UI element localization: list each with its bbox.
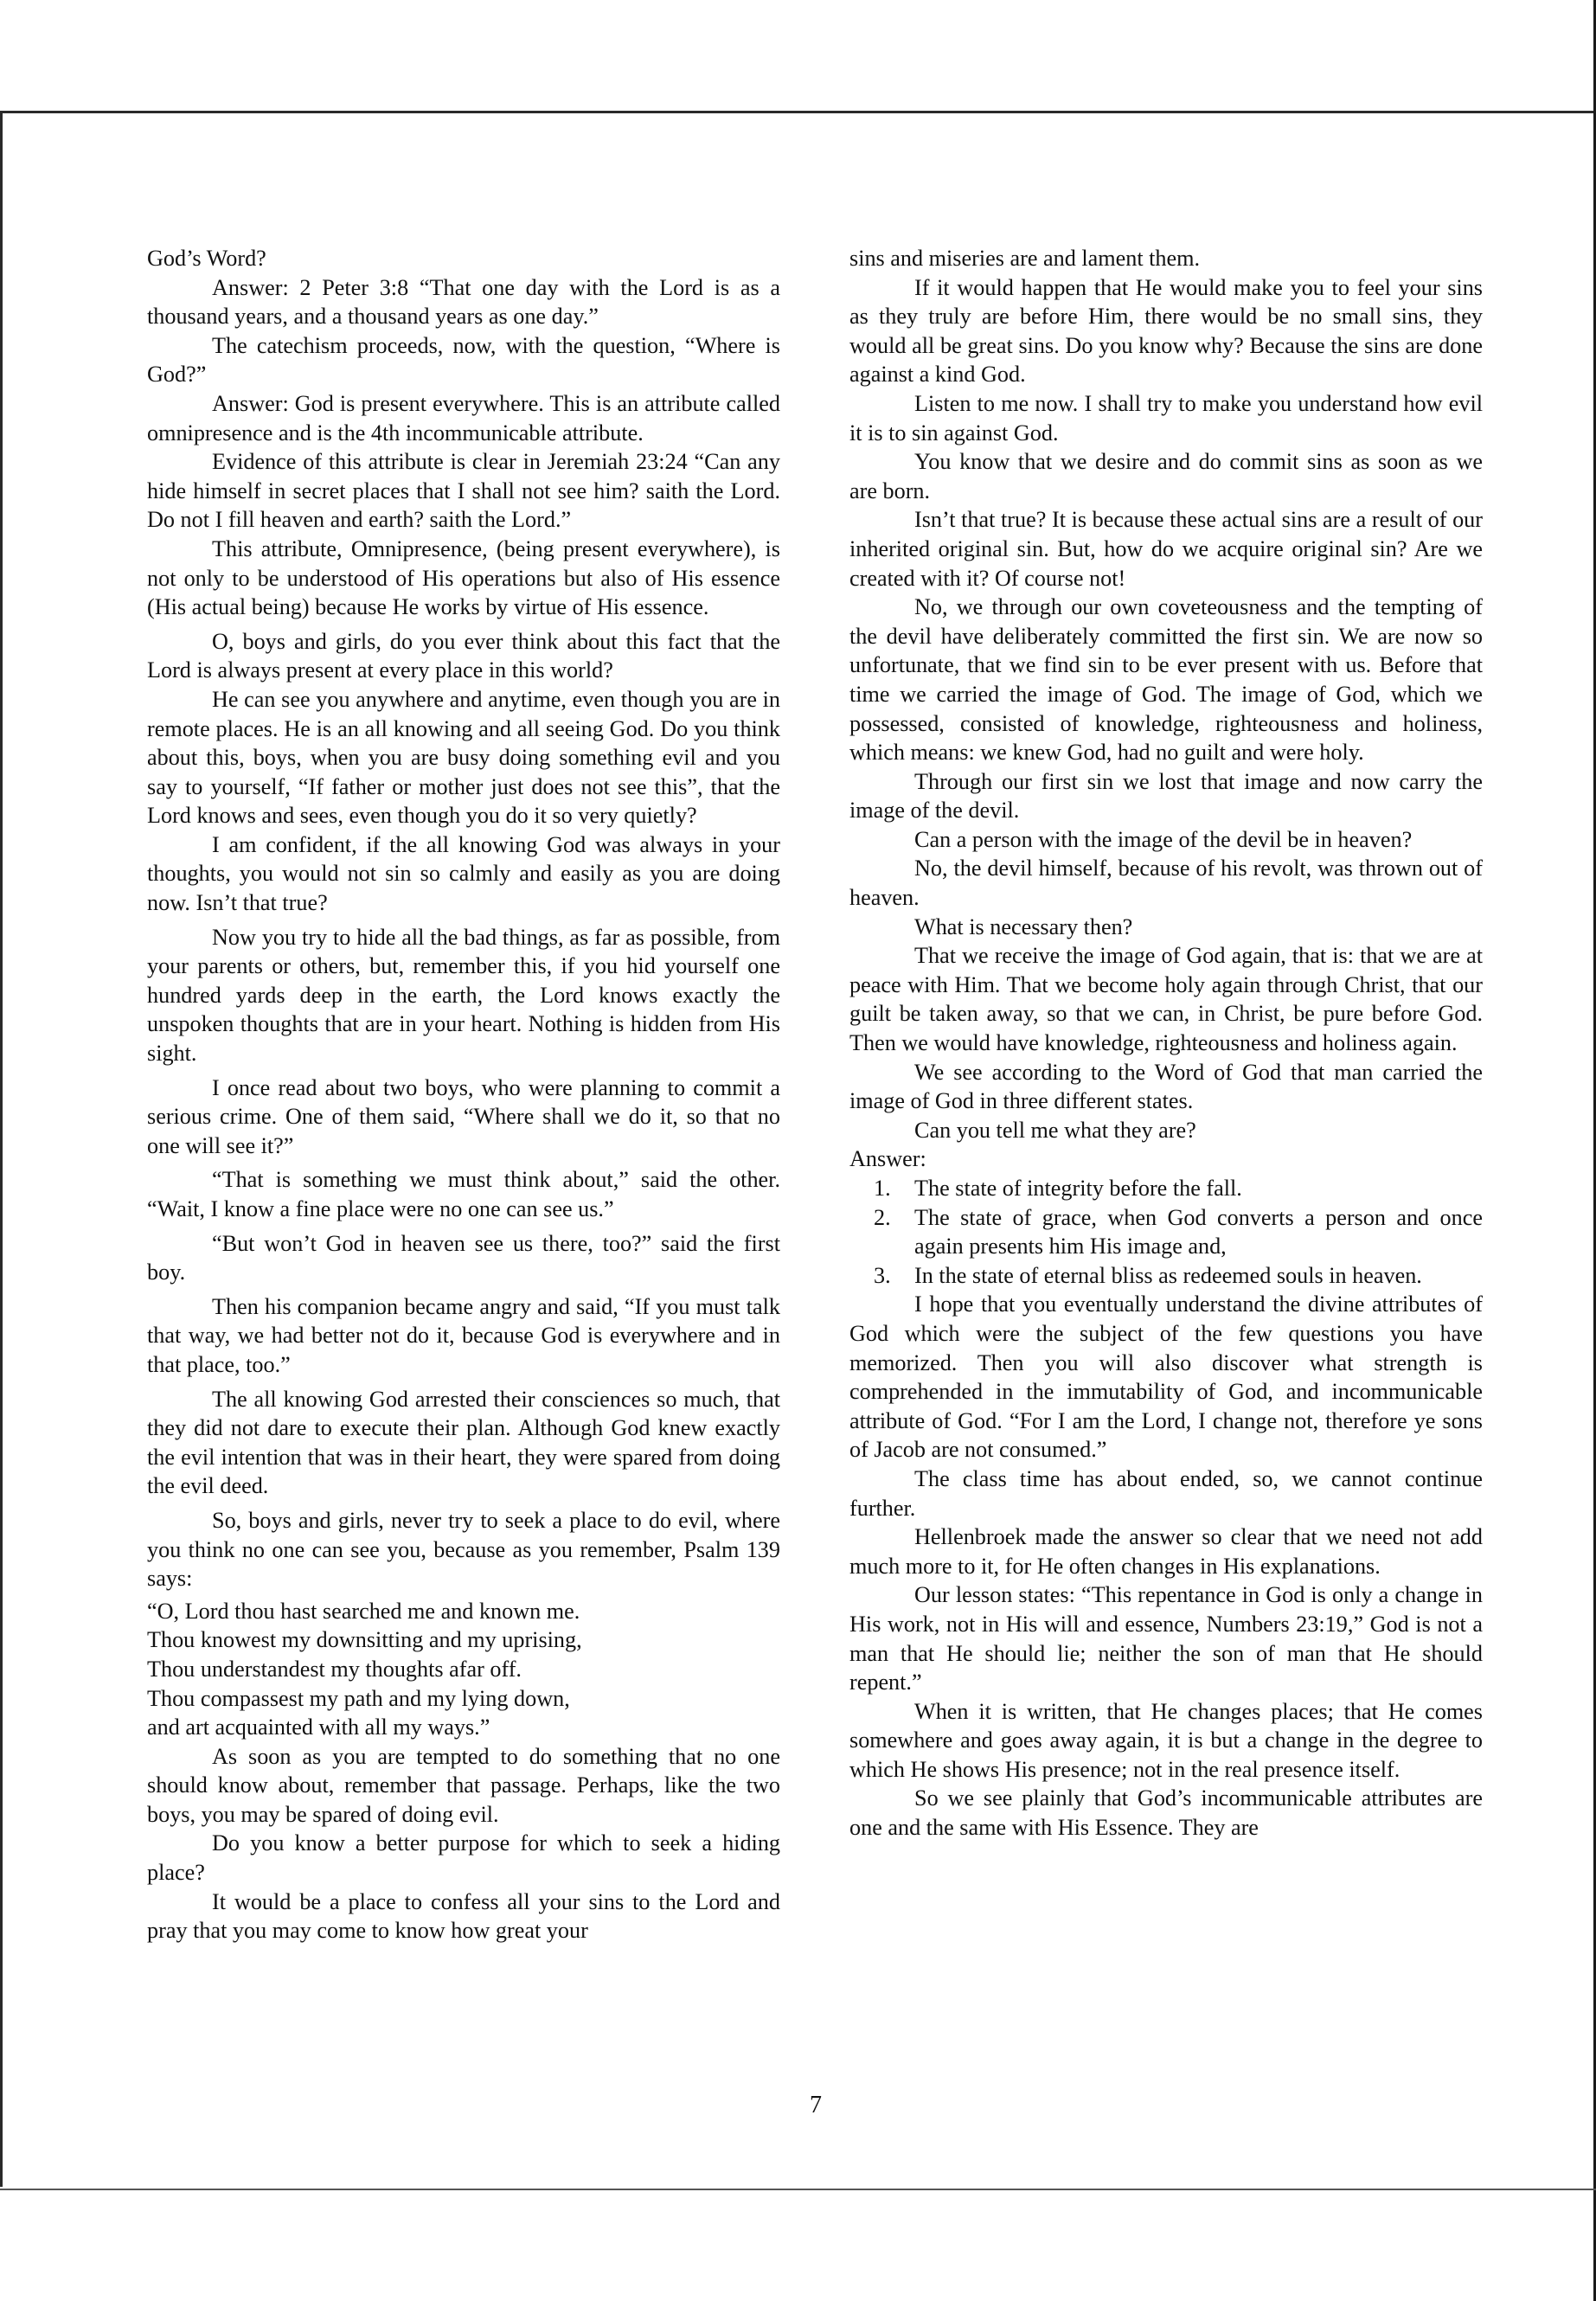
paragraph: I hope that you eventually understand the divine attributes of God which were the subject of the few questions you have memorized. Then you will also discover what strength is comprehended in the immutability of God, and incommunicable attribute of God. “For I am the Lord, I change not, therefore ye sons of Jacob are not consumed.” bbox=[849, 1292, 1483, 1463]
list-number: 3. bbox=[874, 1262, 891, 1288]
paragraph: Answer: God is present everywhere. This is an attribute called omnipresence and is the 4th incommunicable attribute. bbox=[147, 390, 780, 445]
left-column bbox=[147, 244, 780, 1945]
paragraph: The all knowing God arrested their consciences so much, that they did not dare to execute their plan. Although God knew exactly the evil intention that was in their heart, they were spared from doing the evil deed. bbox=[147, 1386, 780, 1499]
page-number: 7 bbox=[810, 2092, 822, 2118]
paragraph: We see according to the Word of God that man carried the image of God in three different states. bbox=[849, 1059, 1483, 1114]
list-item bbox=[849, 1203, 1483, 1261]
scan-border-top bbox=[0, 111, 1596, 113]
paragraph: O, boys and girls, do you ever think about this fact that the Lord is always present at every place in this world? bbox=[147, 628, 780, 683]
verse-line: “O, Lord thou hast searched me and known me. bbox=[147, 1598, 580, 1624]
scan-border-bottom bbox=[0, 2189, 1596, 2190]
paragraph: Then his companion became angry and said, “If you must talk that way, we had better not do it, because God is everywhere and in that place, too.” bbox=[147, 1293, 780, 1377]
paragraph: “That is something we must think about,” said the other. “Wait, I know a fine place were no one can see us.” bbox=[147, 1167, 780, 1221]
paragraph: When it is written, that He changes places; that He comes somewhere and goes away again, it is but a change in the degree to which He shows His presence; not in the real presence itself. bbox=[849, 1698, 1483, 1782]
paragraph: He can see you anywhere and anytime, even though you are in remote places. He is an all knowing and all seeing God. Do you think about this, boys, when you are busy doing something evil and you say to yourself, “If father or mother just does not see this”, that the Lord knows and sees, even though you do it so very quietly? bbox=[147, 686, 780, 829]
paragraph: Through our first sin we lost that image and now carry the image of the devil. bbox=[849, 768, 1483, 824]
paragraph: sins and miseries are and lament them. bbox=[849, 246, 1201, 271]
paragraph: No, we through our own coveteousness and the tempting of the devil have deliberately committed the first sin. We are now so unfortunate, that we find sin to be ever present with us. Before that time we carried the image of God. The image of God, which we possessed, consisted of knowledge, righteousness and holiness, which means: we knew God, had no guilt and were holy. bbox=[849, 594, 1483, 766]
paragraph: This attribute, Omnipresence, (being present everywhere), is not only to be understood of His operations but also of His essence (His actual being) because He works by virtue of His essence. bbox=[147, 535, 780, 620]
verse-line: and art acquainted with all my ways.” bbox=[147, 1715, 490, 1740]
paragraph: As soon as you are tempted to do something that no one should know about, remember that passage. Perhaps, like the two boys, you may be spared of doing evil. bbox=[147, 1743, 780, 1827]
paragraph: So we see plainly that God’s incommunicable attributes are one and the same with His Essence. They are bbox=[849, 1785, 1483, 1841]
paragraph: Isn’t that true? It is because these actual sins are a result of our inherited original sin. But, how do we acquire original sin? Are we created with it? Of course not! bbox=[849, 507, 1483, 591]
paragraph: I am confident, if the all knowing God was always in your thoughts, you would not sin so calmly and easily as you are doing now. Isn’t that true? bbox=[147, 831, 780, 916]
list-item bbox=[849, 1261, 1483, 1291]
right-column bbox=[849, 244, 1483, 1843]
paragraph: That we receive the image of God again, that is: that we are at peace with Him. That we become holy again through Christ, that our guilt be taken away, so that we can, in Christ, be pure before God. Then we would have knowledge, righteousness and holiness again. bbox=[849, 943, 1483, 1056]
answer-label: Answer: bbox=[849, 1146, 926, 1172]
verse-line: Thou understandest my thoughts afar off. bbox=[147, 1656, 522, 1682]
paragraph: Our lesson states: “This repentance in God is only a change in His work, not in His will and essence, Numbers 23:19,” God is not a man that He should lie; neither the son of man that He should repent.” bbox=[849, 1582, 1483, 1695]
paragraph: So, boys and girls, never try to seek a place to do evil, where you think no one can see you, because as you remember, Psalm 139 says: bbox=[147, 1507, 780, 1592]
psalm-quote bbox=[147, 1597, 780, 1742]
scan-border-left bbox=[0, 111, 3, 2187]
list-text: In the state of eternal bliss as redeemed souls in heaven. bbox=[914, 1262, 1422, 1288]
answer-list bbox=[849, 1174, 1483, 1290]
paragraph: Can you tell me what they are? bbox=[914, 1117, 1196, 1143]
paragraph: Now you try to hide all the bad things, as far as possible, from your parents or others, but, remember this, if you hid yourself one hundred yards deep in the earth, the Lord knows exactly the unspoken thoughts that are in your heart. Nothing is hidden from His sight. bbox=[147, 924, 780, 1067]
list-item bbox=[849, 1174, 1483, 1203]
paragraph: The class time has about ended, so, we cannot continue further. bbox=[849, 1465, 1483, 1521]
verse-line: Thou compassest my path and my lying down, bbox=[147, 1685, 570, 1711]
paragraph: Hellenbroek made the answer so clear that we need not add much more to it, for He often changes in His explanations. bbox=[849, 1524, 1483, 1579]
paragraph: Evidence of this attribute is clear in Jeremiah 23:24 “Can any hide himself in secret places that I shall not see him? saith the Lord. Do not I fill heaven and earth? saith the Lord.” bbox=[147, 449, 780, 533]
paragraph: Listen to me now. I shall try to make you understand how evil it is to sin against God. bbox=[849, 390, 1483, 445]
paragraph: God’s Word? bbox=[147, 246, 266, 271]
verse-line: Thou knowest my downsitting and my uprising, bbox=[147, 1627, 582, 1653]
paragraph: Answer: 2 Peter 3:8 “That one day with the Lord is as a thousand years, and a thousand years as one day.” bbox=[147, 274, 780, 330]
list-number: 2. bbox=[874, 1204, 891, 1230]
paragraph: If it would happen that He would make you to feel your sins as they truly are before Him, there would be no small sins, they would all be great sins. Do you know why? Because the sins are done against a kind God. bbox=[849, 274, 1483, 388]
paragraph: It would be a place to confess all your sins to the Lord and pray that you may come to know how great your bbox=[147, 1888, 780, 1944]
paragraph: You know that we desire and do commit sins as soon as we are born. bbox=[849, 449, 1483, 503]
list-number: 1. bbox=[874, 1176, 891, 1201]
paragraph: Can a person with the image of the devil be in heaven? bbox=[914, 826, 1413, 852]
list-text: The state of integrity before the fall. bbox=[914, 1176, 1242, 1201]
paragraph: No, the devil himself, because of his revolt, was thrown out of heaven. bbox=[849, 856, 1483, 911]
paragraph: The catechism proceeds, now, with the question, “Where is God?” bbox=[147, 332, 780, 388]
paragraph: What is necessary then? bbox=[914, 913, 1133, 939]
paragraph: Do you know a better purpose for which to seek a hiding place? bbox=[147, 1830, 780, 1886]
paragraph: I once read about two boys, who were planning to commit a serious crime. One of them said, “Where shall we do it, so that no one will see it?” bbox=[147, 1074, 780, 1158]
list-text: The state of grace, when God converts a person and once again presents him His image and, bbox=[914, 1204, 1483, 1259]
paragraph: “But won’t God in heaven see us there, too?” said the first boy. bbox=[147, 1230, 780, 1285]
